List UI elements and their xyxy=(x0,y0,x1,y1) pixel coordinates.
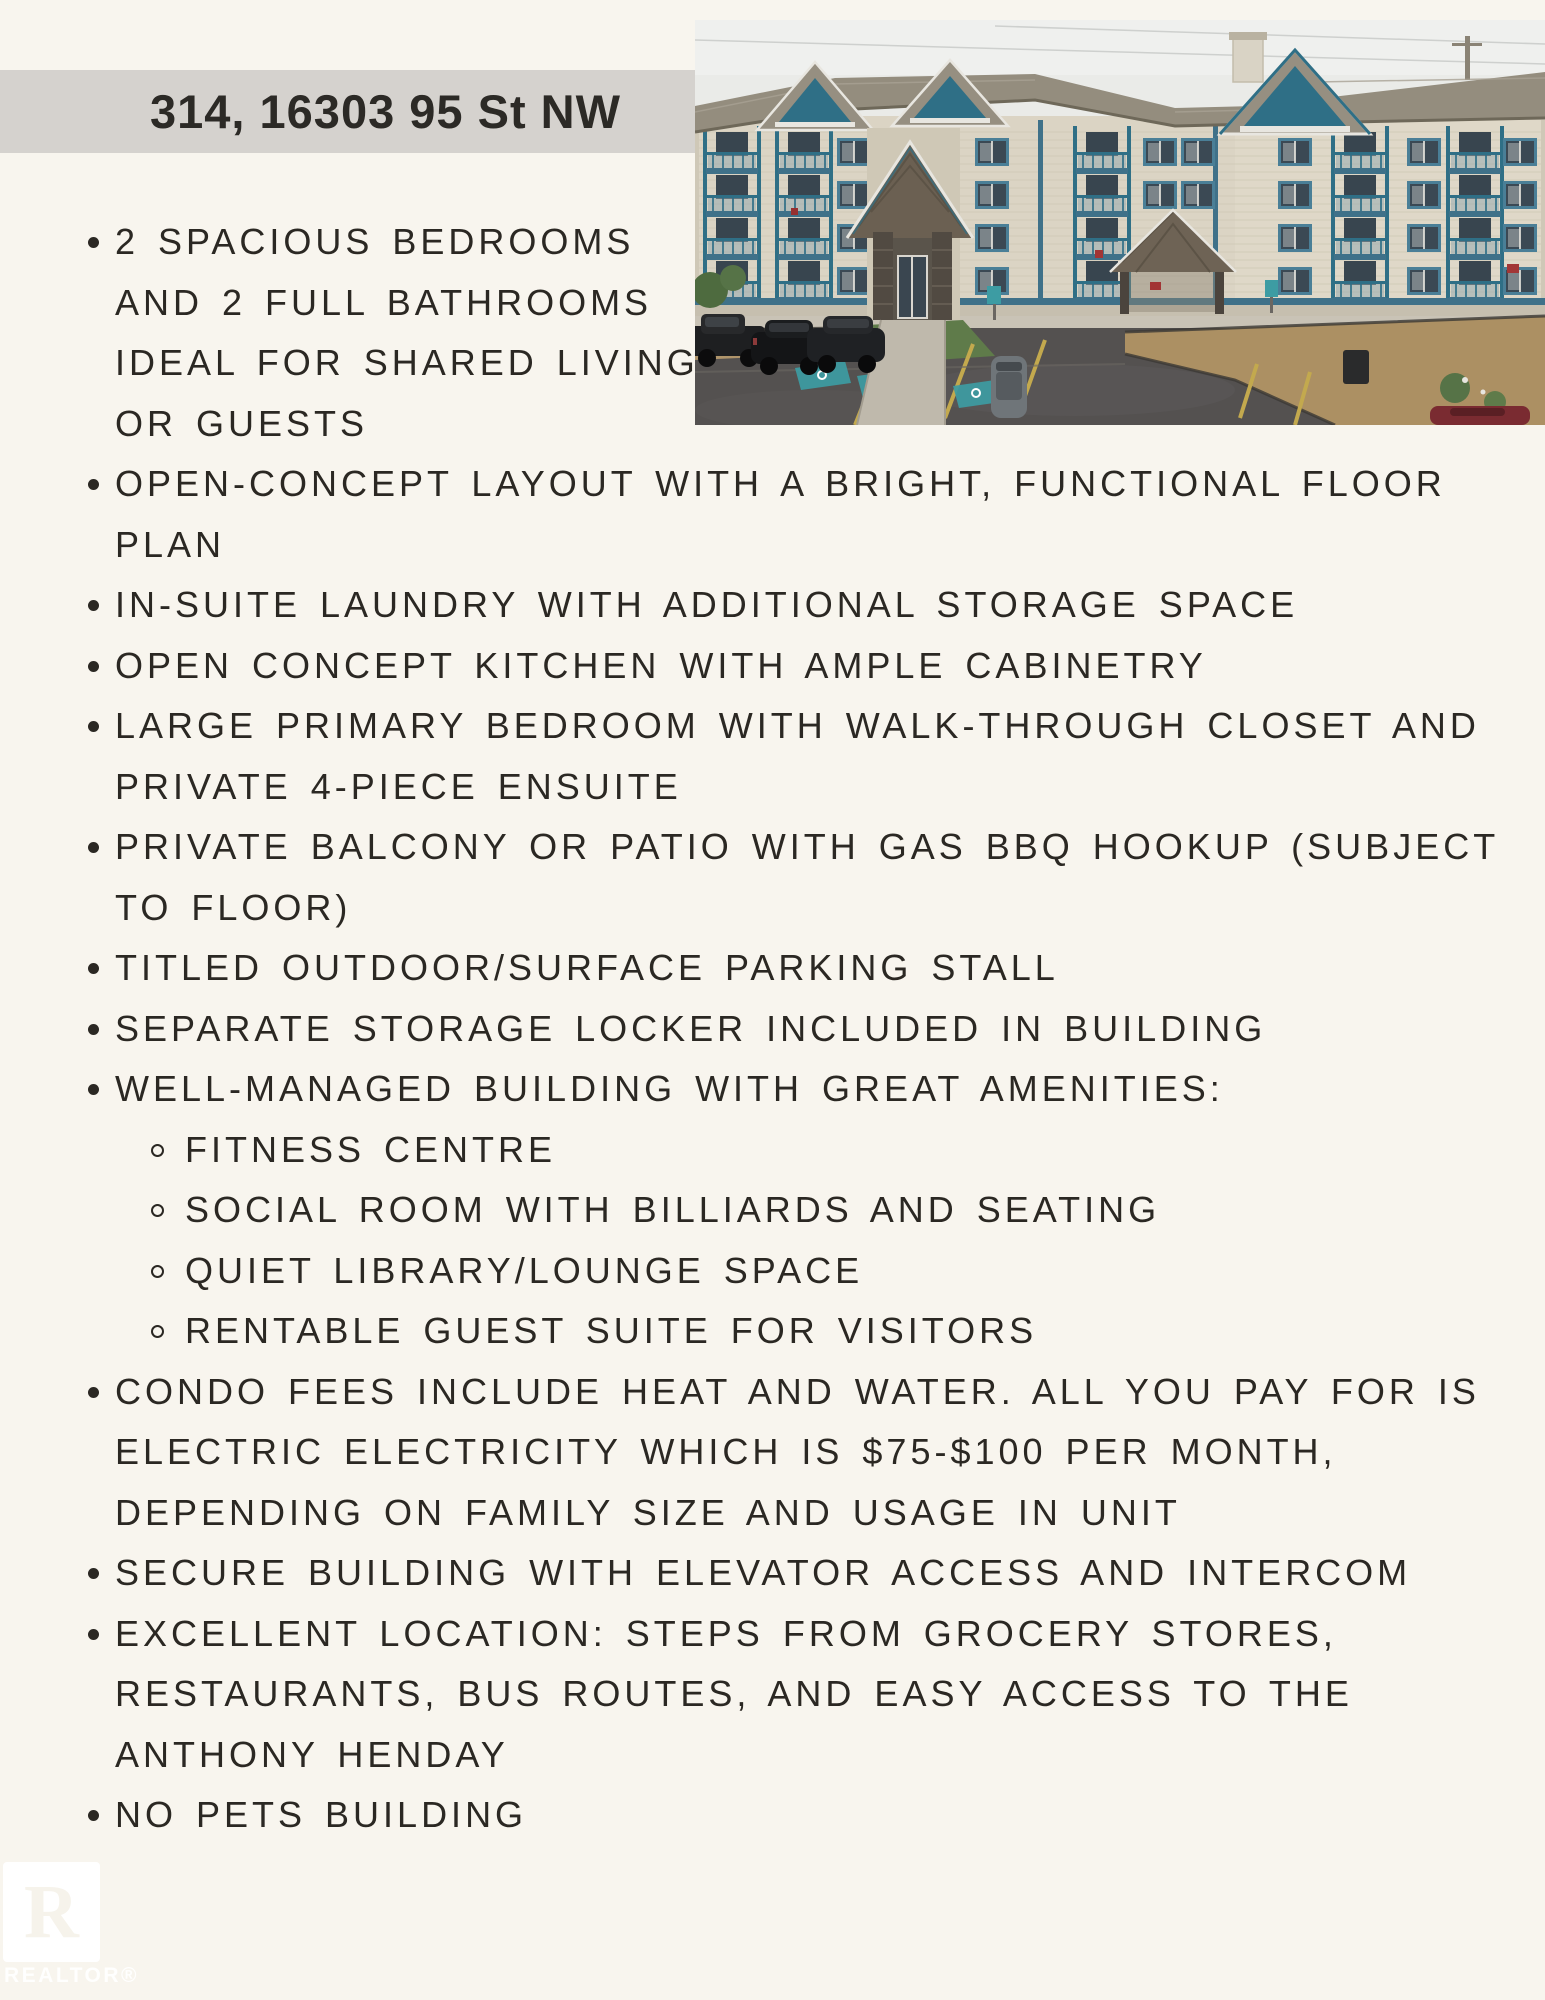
list-item: QUIET LIBRARY/LOUNGE SPACE xyxy=(0,1241,1545,1302)
list-item-continuation: PRIVATE 4-PIECE ENSUITE xyxy=(115,765,682,807)
list-item: LARGE PRIMARY BEDROOM WITH WALK-THROUGH CLOSET AND xyxy=(0,696,1545,757)
list-item: NO PETS BUILDING xyxy=(0,1785,1545,1846)
list-item: PRIVATE BALCONY OR PATIO WITH GAS BBQ HOOKUP (SUBJECT xyxy=(0,817,1545,878)
list-item: FITNESS CENTRE xyxy=(0,1120,1545,1181)
list-item-continuation: DEPENDING ON FAMILY SIZE AND USAGE IN UNIT xyxy=(115,1491,1181,1533)
address-banner xyxy=(0,70,696,153)
list-item: RENTABLE GUEST SUITE FOR VISITORS xyxy=(0,1301,1545,1362)
list-item-continuation: TO FLOOR) xyxy=(115,886,352,928)
page-title: 314, 16303 95 St NW xyxy=(150,85,621,138)
list-item-continuation: RESTAURANTS, BUS ROUTES, AND EASY ACCESS TO THE xyxy=(115,1673,1353,1714)
list-item-continuation: IDEAL FOR SHARED LIVING xyxy=(115,342,699,383)
realtor-wordmark: REALTOR® xyxy=(4,1964,140,1987)
list-item-continuation: ANTHONY HENDAY xyxy=(115,1733,509,1775)
realtor-logo xyxy=(3,1862,100,1962)
list-item: SEPARATE STORAGE LOCKER INCLUDED IN BUILDING xyxy=(0,999,1545,1060)
list-item: SOCIAL ROOM WITH BILLIARDS AND SEATING xyxy=(0,1180,1545,1241)
feature-list xyxy=(0,212,1545,1846)
list-item: EXCELLENT LOCATION: STEPS FROM GROCERY STORES, xyxy=(0,1604,1545,1665)
list-item: SECURE BUILDING WITH ELEVATOR ACCESS AND INTERCOM xyxy=(0,1543,1545,1604)
list-item: TITLED OUTDOOR/SURFACE PARKING STALL xyxy=(0,938,1545,999)
list-item: 2 SPACIOUS BEDROOMS xyxy=(0,212,1545,273)
list-item-continuation: ELECTRIC ELECTRICITY WHICH IS $75-$100 PER MONTH, xyxy=(115,1431,1337,1472)
list-item-continuation: OR GUESTS xyxy=(115,402,369,444)
list-item: OPEN-CONCEPT LAYOUT WITH A BRIGHT, FUNCTIONAL FLOOR xyxy=(0,454,1545,515)
list-item-continuation: PLAN xyxy=(115,523,226,565)
list-item: IN-SUITE LAUNDRY WITH ADDITIONAL STORAGE SPACE xyxy=(0,575,1545,636)
list-item: CONDO FEES INCLUDE HEAT AND WATER. ALL YOU PAY FOR IS xyxy=(0,1362,1545,1423)
list-item: WELL-MANAGED BUILDING WITH GREAT AMENITIES: xyxy=(0,1059,1545,1120)
realtor-r-icon: R xyxy=(24,1870,79,1954)
list-item-continuation: AND 2 FULL BATHROOMS xyxy=(115,281,653,323)
list-item: OPEN CONCEPT KITCHEN WITH AMPLE CABINETRY xyxy=(0,636,1545,697)
